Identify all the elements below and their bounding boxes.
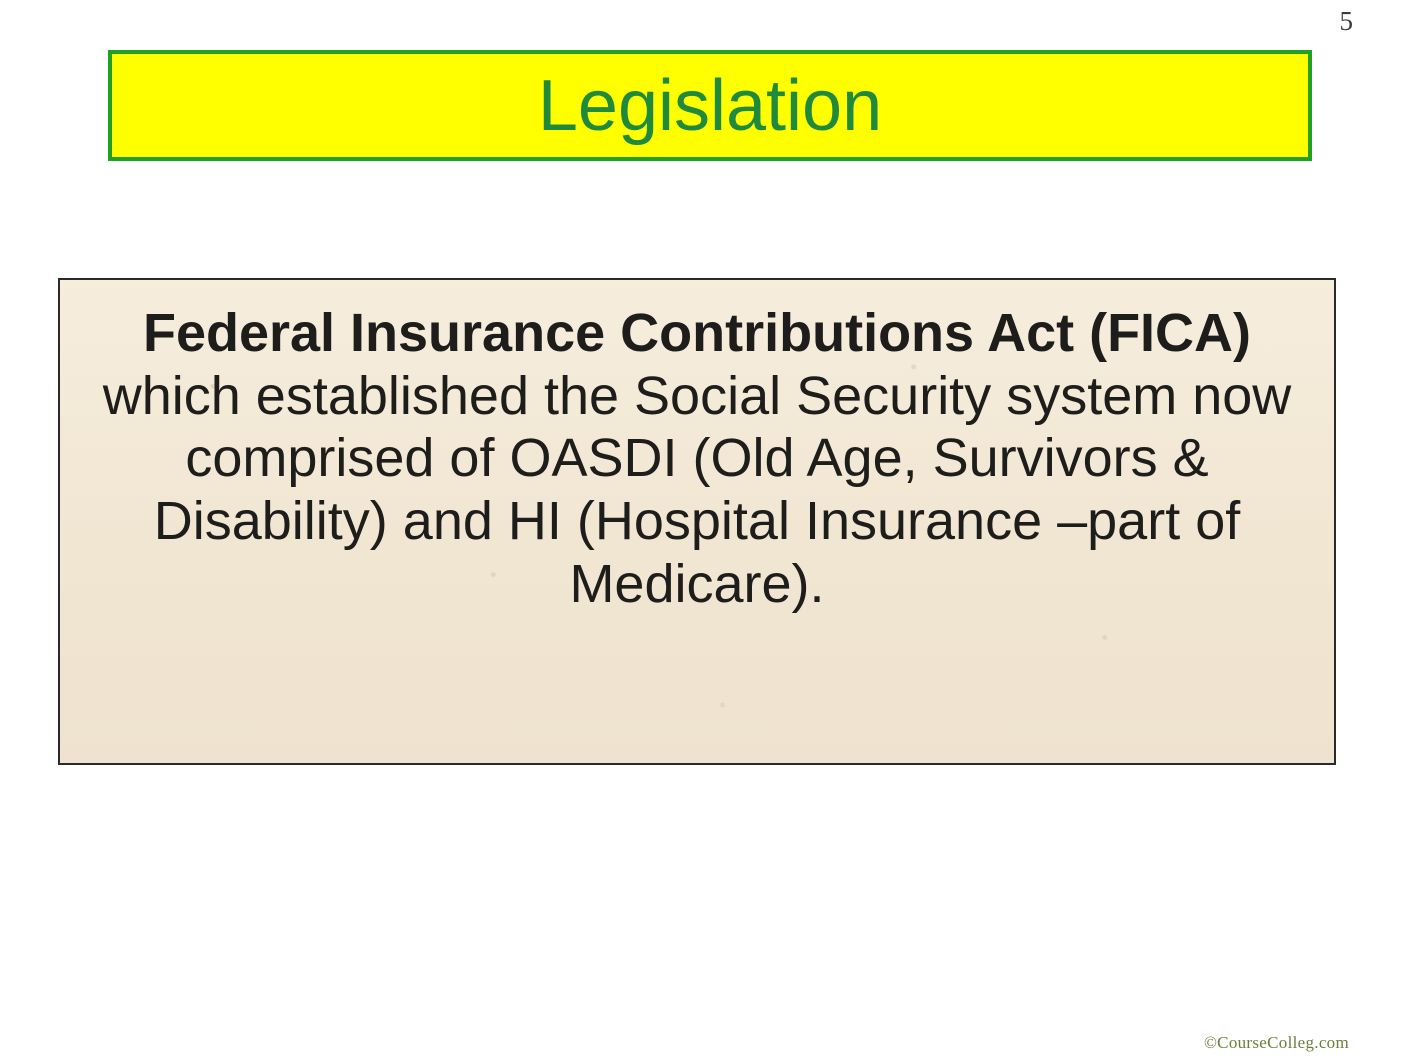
content-bold-lead: Federal Insurance Contributions Act (FICA)	[142, 303, 1252, 363]
content-body-rest: which established the Social Security system now comprised of OASDI (Old Age, Survivors & Disability) and HI (Hospital Insurance –part of Medicare).	[102, 365, 1292, 614]
page-title: Legislation	[537, 65, 883, 146]
slide-number: 5	[1339, 6, 1353, 36]
content-paragraph	[86, 302, 1308, 615]
footer-credit: ©CourseColleg.com	[1203, 1033, 1349, 1052]
slide-title-banner	[108, 50, 1312, 161]
content-box	[58, 278, 1336, 765]
